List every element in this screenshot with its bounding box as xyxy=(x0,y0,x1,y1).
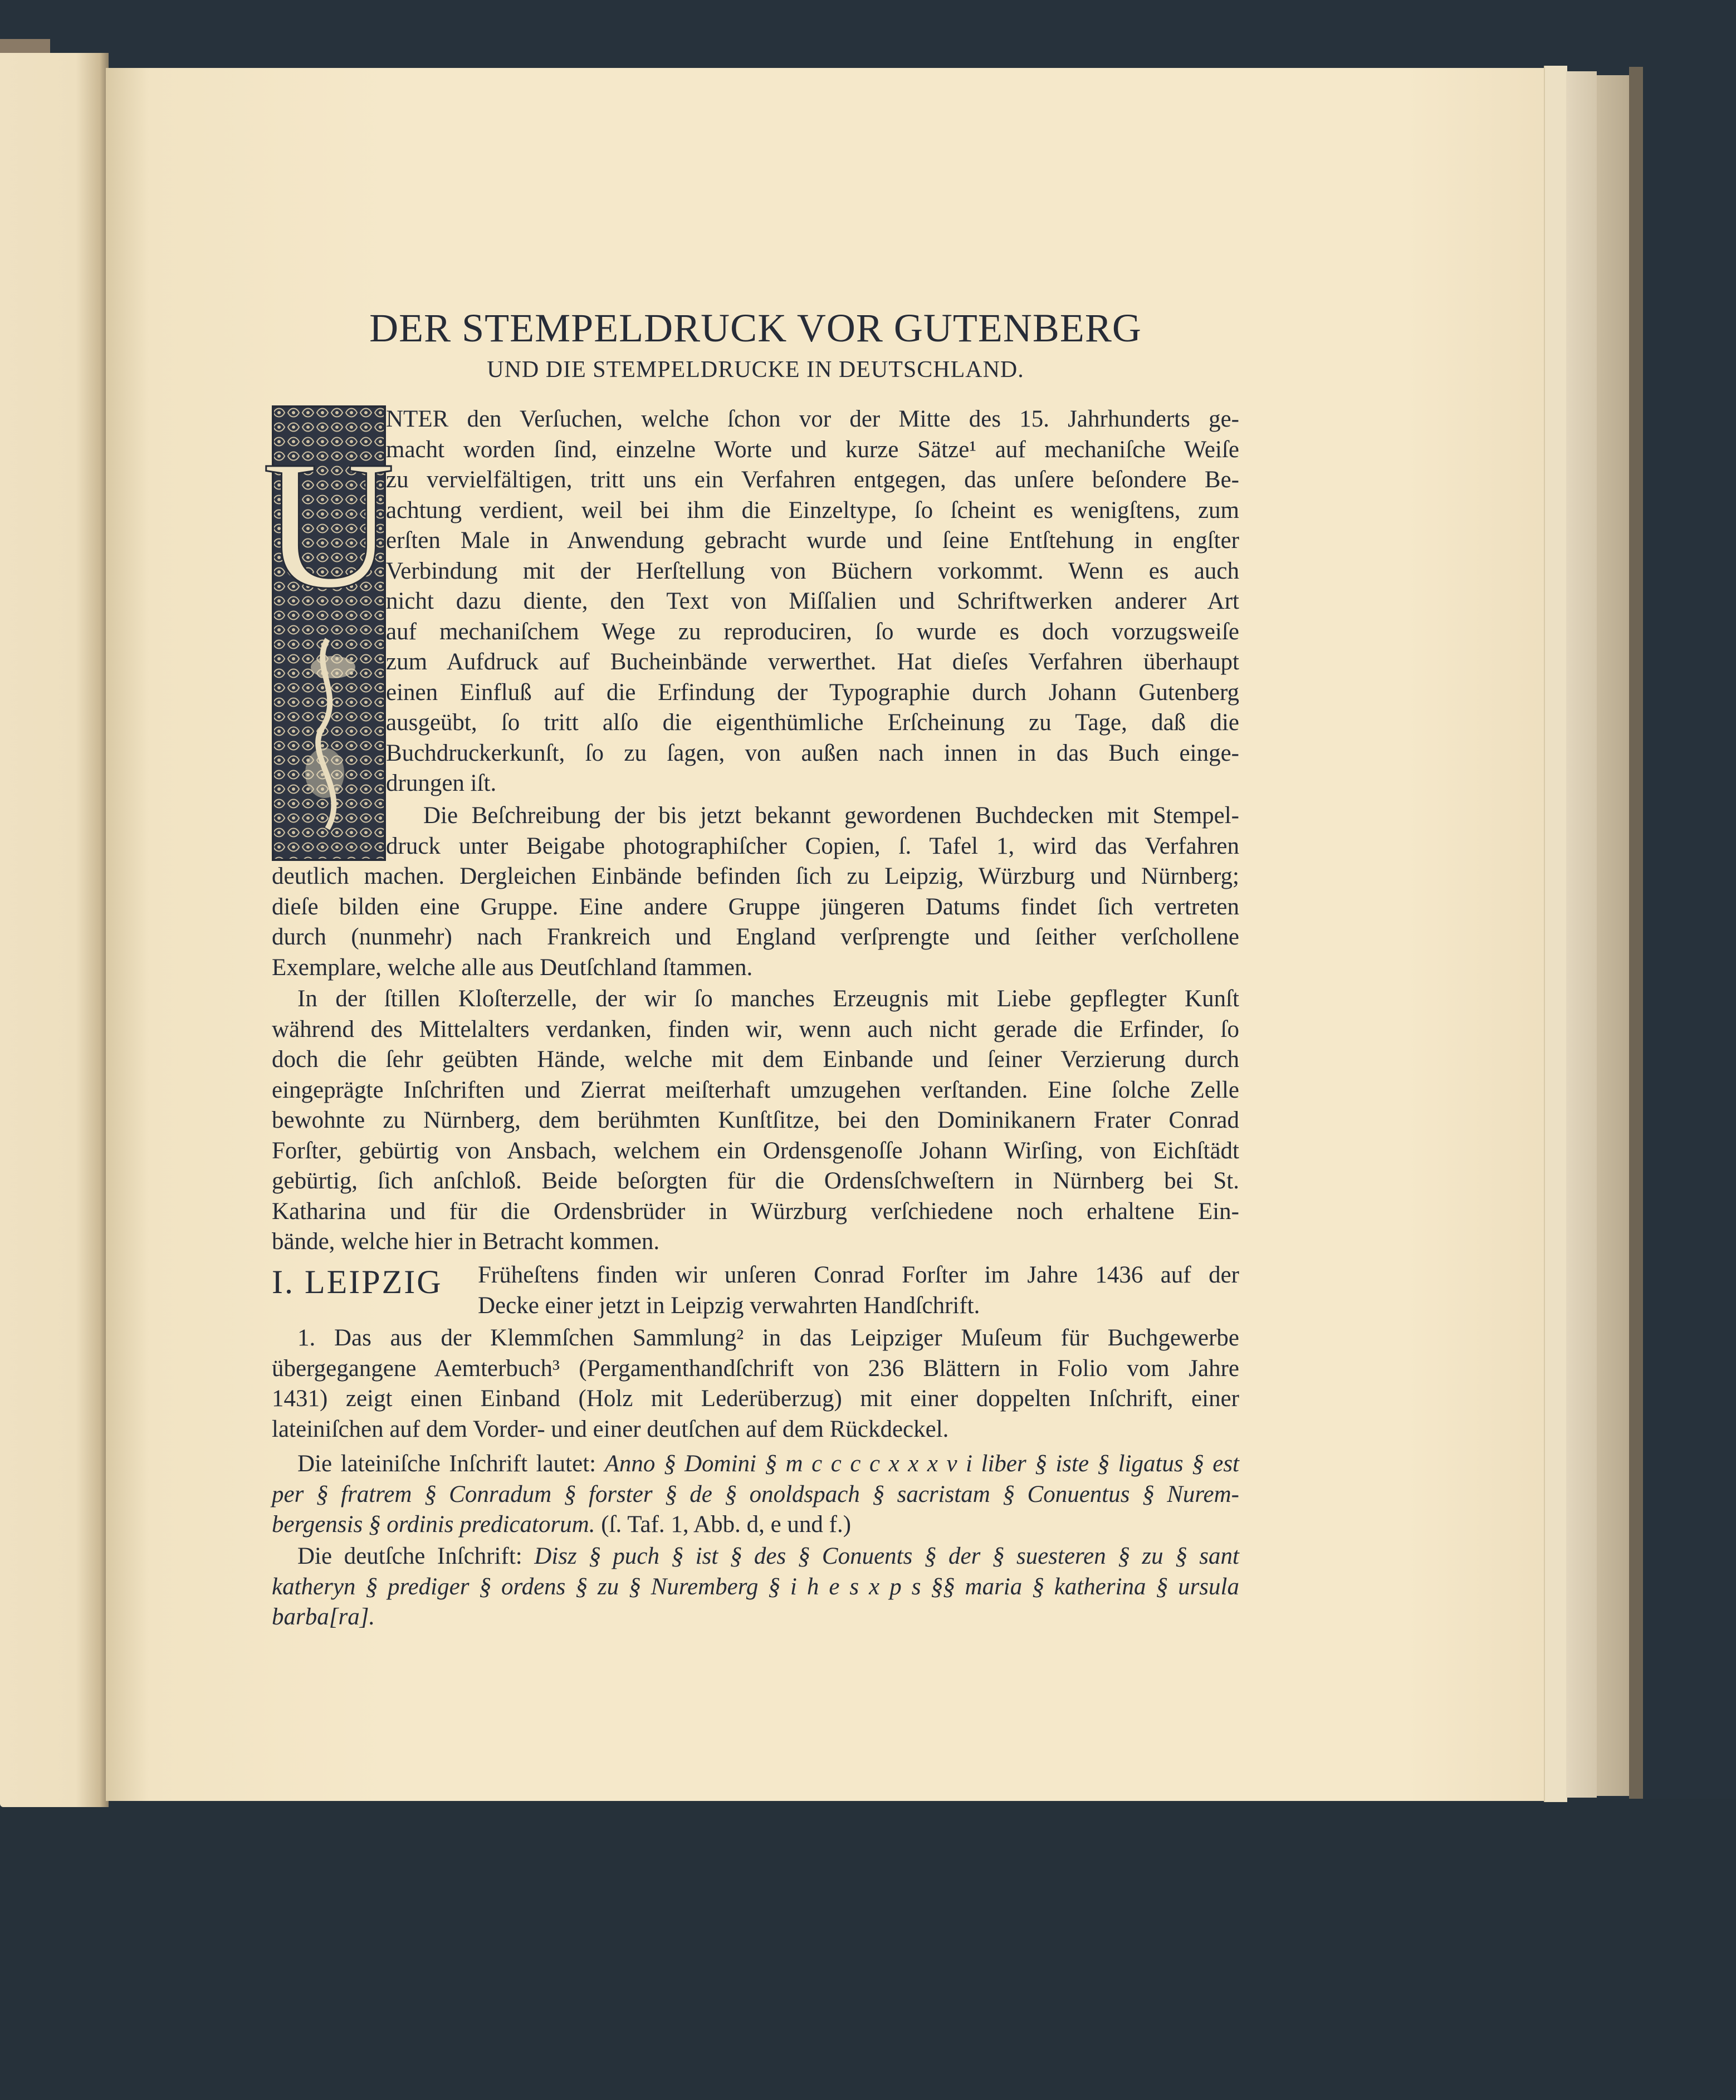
text-line: Früheſtens finden wir unſeren Conrad Forſter im Jahre 1436 auf der xyxy=(478,1262,1239,1288)
page-edge xyxy=(1597,75,1630,1796)
text-span: Die lateiniſche Inſchrift lautet: xyxy=(297,1451,605,1477)
text-line xyxy=(272,1572,1239,1602)
text-line: doch die ſehr geübten Hände, welche mit dem Einbande und ſeiner Verzierung durch xyxy=(272,1046,1239,1073)
dropcap-letter: U xyxy=(262,423,395,626)
text-line xyxy=(272,1510,1239,1540)
inscription-text: per § fratrem § Conradum § forster § de § onoldspach § sacristam § Conuentus § Nurem- xyxy=(272,1481,1239,1507)
page-edge xyxy=(1544,66,1567,1802)
left-page xyxy=(0,53,109,1807)
inscription-text: barba[ra]. xyxy=(272,1604,375,1630)
text-line: In der ſtillen Kloſterzelle, der wir ſo manches Erzeugnis mit Liebe gepflegter Kunſt xyxy=(297,986,1239,1012)
inscription-text: katheryn § prediger § ordens § zu § Nuremberg § i h e s x p s §§ maria § katherina § ursula xyxy=(272,1573,1239,1600)
text-line: macht worden ſind, einzelne Worte und kurze Sätze¹ auf mechaniſche Weiſe xyxy=(386,436,1239,463)
text-line: nicht dazu diente, den Text von Miſſalien und Schriftwerken anderer Art xyxy=(386,588,1239,614)
text-line: drungen iſt. xyxy=(386,770,497,796)
text-line: Verbindung mit der Herſtellung von Büchern vorkommt. Wenn es auch xyxy=(386,557,1239,584)
text-line: einen Einfluß auf die Erfindung der Typographie durch Johann Gutenberg xyxy=(386,679,1239,706)
text-line xyxy=(272,1480,1239,1510)
ornamental-initial-u xyxy=(262,405,395,861)
text-line: NTER den Verſuchen, welche ſchon vor der Mitte des 15. Jahrhunderts ge- xyxy=(386,406,1239,432)
section-heading: I. LEIPZIG xyxy=(272,1264,443,1300)
text-line: eingeprägte Inſchriften und Zierrat meiſterhaft umzugehen verſtanden. Eine ſolche Zelle xyxy=(272,1076,1239,1103)
text-line: Buchdruckerkunſt, ſo zu ſagen, von außen nach innen in das Buch einge- xyxy=(386,740,1239,766)
text-line: lateiniſchen auf dem Vorder- und einer deutſchen auf dem Rückdeckel. xyxy=(272,1416,949,1442)
text-span: Die deutſche Inſchrift: xyxy=(297,1543,535,1569)
text-span: (ſ. Taf. 1, Abb. d, e und f.) xyxy=(595,1511,852,1538)
text-line: druck unter Beigabe photographiſcher Copien, ſ. Tafel 1, wird das Verfahren xyxy=(386,833,1239,859)
text-line: Katharina und für die Ordensbrüder in Würzburg verſchiedene noch erhaltene Ein- xyxy=(272,1198,1239,1225)
text-line: deutlich machen. Dergleichen Einbände befinden ſich zu Leipzig, Würzburg und Nürnberg; xyxy=(272,863,1239,889)
text-line: erſten Male in Anwendung gebracht wurde und ſeine Entſtehung in engſter xyxy=(386,527,1239,554)
background xyxy=(0,1799,1736,2100)
text-line: dieſe bilden eine Gruppe. Eine andere Gruppe jüngeren Datums findet ſich vertreten xyxy=(272,893,1239,920)
text-line: Exemplare, welche alle aus Deutſchland ſtammen. xyxy=(272,954,753,981)
text-line: bewohnte zu Nürnberg, dem berühmten Kunſtſitze, bei den Dominikanern Frater Conrad xyxy=(272,1107,1239,1133)
text-line: gebürtig, ſich anſchloß. Beide beſorgten für die Ordensſchweſtern in Nürnberg bei St. xyxy=(272,1168,1239,1194)
text-line: 1. Das aus der Klemmſchen Sammlung² in das Leipziger Muſeum für Buchgewerbe xyxy=(297,1325,1239,1351)
page-title: DER STEMPELDRUCK VOR GUTENBERG xyxy=(369,306,1142,350)
text-line: durch (nunmehr) nach Frankreich und England verſprengte und ſeither verſchollene xyxy=(272,924,1239,950)
text-line: Decke einer jetzt in Leipzig verwahrten Handſchrift. xyxy=(478,1292,980,1319)
page-edge xyxy=(1566,71,1597,1798)
text-line xyxy=(297,1449,1239,1479)
text-line: übergegangene Aemterbuch³ (Pergamenthandſchrift von 236 Blättern in Folio vom Jahre xyxy=(272,1355,1239,1382)
text-line: bände, welche hier in Betracht kommen. xyxy=(272,1228,660,1255)
text-line: achtung verdient, weil bei ihm die Einzeltype, ſo ſcheint es wenigſtens, zum xyxy=(386,497,1239,523)
text-line xyxy=(297,1541,1239,1572)
book-cover-right xyxy=(1629,67,1643,1799)
text-line: Forſter, gebürtig von Ansbach, welchem ein Ordensgenoſſe Johann Wirſing, von Eichſtädt xyxy=(272,1137,1239,1164)
text-line: zum Aufdruck auf Bucheinbände verwerthet. Hat dieſes Verfahren überhaupt xyxy=(386,649,1239,675)
inscription-text: bergensis § ordinis predicatorum. xyxy=(272,1511,595,1538)
text-line: zu vervielfältigen, tritt uns ein Verfahren entgegen, das unſere beſondere Be- xyxy=(386,467,1239,493)
text-line: ausgeübt, ſo tritt alſo die eigenthümliche Erſcheinung zu Tage, daß die xyxy=(386,709,1239,736)
text-line: Die Beſchreibung der bis jetzt bekannt gewordenen Buchdecken mit Stempel- xyxy=(423,802,1239,829)
text-line: 1431) zeigt einen Einband (Holz mit Lederüberzug) mit einer doppelten Inſchrift, einer xyxy=(272,1386,1239,1412)
inscription-text: Disz § puch § ist § des § Conuents § der § suesteren § zu § sant xyxy=(534,1543,1239,1569)
inscription-text: Anno § Domini § m c c c c x x x v i liber § iste § ligatus § est xyxy=(604,1451,1239,1477)
page-subtitle: UND DIE STEMPELDRUCKE IN DEUTSCHLAND. xyxy=(487,357,1024,383)
text-line xyxy=(272,1602,1239,1632)
text-line: während des Mittelalters verdanken, finden wir, wenn auch nicht gerade die Erfinder, ſo xyxy=(272,1016,1239,1042)
text-line: auf mechaniſchem Wege zu reproduciren, ſo wurde es doch vorzugsweiſe xyxy=(386,618,1239,645)
